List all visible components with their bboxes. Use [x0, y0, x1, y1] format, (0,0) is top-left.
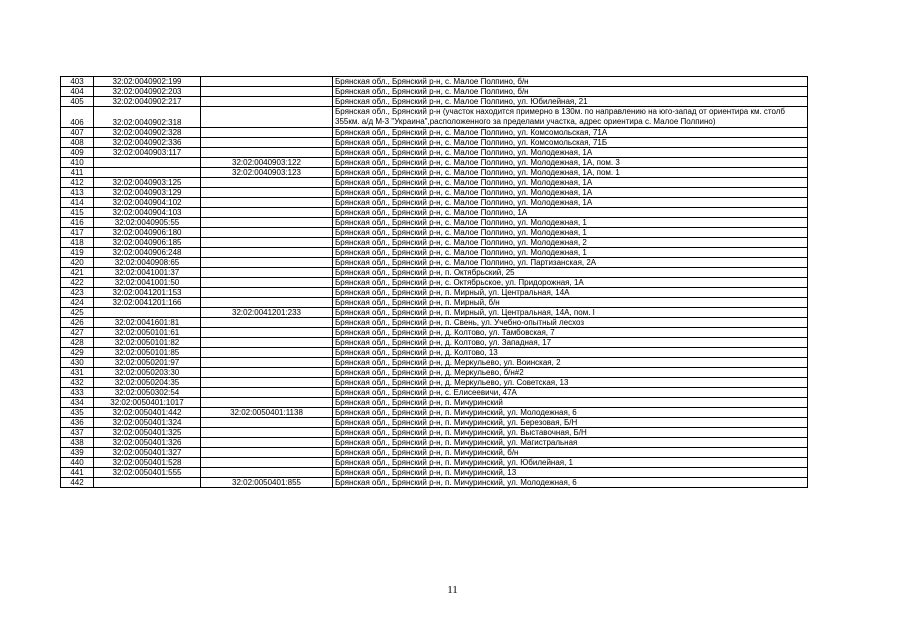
table-row [61, 398, 808, 408]
table-row [61, 328, 808, 338]
address-cell: Брянская обл., Брянский р-н, д. Колтово, 13 [333, 348, 808, 358]
row-number-cell: 421 [61, 268, 94, 278]
object-cadastral-number-cell [201, 97, 333, 107]
table-row [61, 148, 808, 158]
table-row [61, 338, 808, 348]
table-row [61, 468, 808, 478]
table-row [61, 107, 808, 128]
object-cadastral-number-cell [201, 288, 333, 298]
address-cell: Брянская обл., Брянский р-н, с. Октябрьское, ул. Придорожная, 1А [333, 278, 808, 288]
cadastral-number-cell: 32:02:0050401:555 [94, 468, 201, 478]
address-cell: Брянская обл., Брянский р-н, с. Малое Полпино, 1А [333, 208, 808, 218]
cadastral-number-cell: 32:02:0040908:65 [94, 258, 201, 268]
table-row [61, 438, 808, 448]
row-number-cell: 406 [61, 107, 94, 128]
table-row [61, 318, 808, 328]
row-number-cell: 436 [61, 418, 94, 428]
row-number-cell: 411 [61, 168, 94, 178]
row-number-cell: 431 [61, 368, 94, 378]
object-cadastral-number-cell [201, 258, 333, 268]
object-cadastral-number-cell [201, 208, 333, 218]
object-cadastral-number-cell [201, 107, 333, 128]
page-number: 11 [447, 584, 458, 596]
object-cadastral-number-cell [201, 218, 333, 228]
row-number-cell: 438 [61, 438, 94, 448]
cadastral-number-cell: 32:02:0040905:55 [94, 218, 201, 228]
address-cell: Брянская обл., Брянский р-н, с. Малое Полпино, ул. Молодежная, 1А [333, 148, 808, 158]
address-cell: Брянская обл., Брянский р-н, с. Малое Полпино, ул. Юбилейная, 21 [333, 97, 808, 107]
object-cadastral-number-cell: 32:02:0041201:233 [201, 308, 333, 318]
address-cell: Брянская обл., Брянский р-н, д. Меркульево, ул. Советская, 13 [333, 378, 808, 388]
cadastral-number-cell: 32:02:0050101:85 [94, 348, 201, 358]
address-cell: Брянская обл., Брянский р-н, д. Меркульево, ул. Воинская, 2 [333, 358, 808, 368]
table-row [61, 138, 808, 148]
object-cadastral-number-cell [201, 348, 333, 358]
address-cell: Брянская обл., Брянский р-н, с. Малое Полпино, ул. Молодежная, 1 [333, 218, 808, 228]
object-cadastral-number-cell [201, 318, 333, 328]
row-number-cell: 423 [61, 288, 94, 298]
table-row [61, 218, 808, 228]
object-cadastral-number-cell: 32:02:0040903:122 [201, 158, 333, 168]
cadastral-number-cell: 32:02:0040906:248 [94, 248, 201, 258]
cadastral-number-cell [94, 158, 201, 168]
object-cadastral-number-cell [201, 438, 333, 448]
cadastral-number-cell: 32:02:0040902:199 [94, 77, 201, 87]
table-row [61, 248, 808, 258]
address-cell: Брянская обл., Брянский р-н, д. Колтово, ул. Западная, 17 [333, 338, 808, 348]
object-cadastral-number-cell [201, 128, 333, 138]
row-number-cell: 427 [61, 328, 94, 338]
cadastral-number-cell: 32:02:0040904:103 [94, 208, 201, 218]
table-row [61, 238, 808, 248]
table-row [61, 208, 808, 218]
cadastral-number-cell: 32:02:0050401:528 [94, 458, 201, 468]
address-cell: Брянская обл., Брянский р-н, с. Малое Полпино, б/н [333, 77, 808, 87]
object-cadastral-number-cell [201, 338, 333, 348]
row-number-cell: 425 [61, 308, 94, 318]
row-number-cell: 422 [61, 278, 94, 288]
address-cell: Брянская обл., Брянский р-н, п. Мичуринский, ул. Молодежная, 6 [333, 408, 808, 418]
row-number-cell: 440 [61, 458, 94, 468]
row-number-cell: 414 [61, 198, 94, 208]
cadastral-number-cell: 32:02:0041001:50 [94, 278, 201, 288]
row-number-cell: 415 [61, 208, 94, 218]
object-cadastral-number-cell [201, 87, 333, 97]
row-number-cell: 442 [61, 478, 94, 488]
object-cadastral-number-cell [201, 238, 333, 248]
address-cell: Брянская обл., Брянский р-н, п. Мичуринский [333, 398, 808, 408]
row-number-cell: 410 [61, 158, 94, 168]
object-cadastral-number-cell [201, 178, 333, 188]
cadastral-number-cell: 32:02:0040906:180 [94, 228, 201, 238]
cadastral-number-cell: 32:02:0050204:35 [94, 378, 201, 388]
object-cadastral-number-cell [201, 268, 333, 278]
address-cell: Брянская обл., Брянский р-н, п. Мирный, ул. Центральная, 14А, пом. I [333, 308, 808, 318]
row-number-cell: 439 [61, 448, 94, 458]
address-cell: Брянская обл., Брянский р-н (участок находится примерно в 130м. по направлению на юго-запад от ориентира км. столб 355км. а/д М-3 "Украина",расположенного за пределами участка, адрес ориентира с. Малое Полпино) [333, 107, 808, 128]
address-cell: Брянская обл., Брянский р-н, п. Мирный, б/н [333, 298, 808, 308]
row-number-cell: 413 [61, 188, 94, 198]
address-cell: Брянская обл., Брянский р-н, п. Мичуринский, б/н [333, 448, 808, 458]
address-cell: Брянская обл., Брянский р-н, с. Малое Полпино, ул. Молодежная, 1 [333, 228, 808, 238]
table-row [61, 388, 808, 398]
table-row [61, 418, 808, 428]
row-number-cell: 434 [61, 398, 94, 408]
table-row [61, 478, 808, 488]
cadastral-number-cell: 32:02:0040904:102 [94, 198, 201, 208]
address-cell: Брянская обл., Брянский р-н, с. Малое Полпино, б/н [333, 87, 808, 97]
row-number-cell: 435 [61, 408, 94, 418]
row-number-cell: 403 [61, 77, 94, 87]
cadastral-number-cell: 32:02:0041201:153 [94, 288, 201, 298]
address-cell: Брянская обл., Брянский р-н, с. Малое Полпино, ул. Молодежная, 1А, пом. 1 [333, 168, 808, 178]
table-row [61, 378, 808, 388]
cadastral-number-cell: 32:02:0041201:166 [94, 298, 201, 308]
address-cell: Брянская обл., Брянский р-н, с. Елисеевичи, 47А [333, 388, 808, 398]
address-cell: Брянская обл., Брянский р-н, п. Мирный, ул. Центральная, 14А [333, 288, 808, 298]
cadastral-number-cell: 32:02:0040903:129 [94, 188, 201, 198]
table-row [61, 268, 808, 278]
object-cadastral-number-cell [201, 298, 333, 308]
cadastral-number-cell: 32:02:0050401:325 [94, 428, 201, 438]
address-cell: Брянская обл., Брянский р-н, п. Мичуринский, 13 [333, 468, 808, 478]
table-row [61, 128, 808, 138]
row-number-cell: 405 [61, 97, 94, 107]
row-number-cell: 441 [61, 468, 94, 478]
object-cadastral-number-cell [201, 248, 333, 258]
address-cell: Брянская обл., Брянский р-н, п. Мичуринский, ул. Выставочная, Б/Н [333, 428, 808, 438]
cadastral-number-cell: 32:02:0050401:327 [94, 448, 201, 458]
row-number-cell: 408 [61, 138, 94, 148]
object-cadastral-number-cell: 32:02:0040903:123 [201, 168, 333, 178]
cadastral-number-cell: 32:02:0050401:326 [94, 438, 201, 448]
cadastral-number-cell: 32:02:0050401:442 [94, 408, 201, 418]
cadastral-number-cell: 32:02:0040902:336 [94, 138, 201, 148]
cadastral-number-cell: 32:02:0040903:125 [94, 178, 201, 188]
cadastral-number-cell: 32:02:0050201:97 [94, 358, 201, 368]
address-cell: Брянская обл., Брянский р-н, п. Мичуринский, ул. Юбилейная, 1 [333, 458, 808, 468]
table-row [61, 178, 808, 188]
table-row [61, 278, 808, 288]
address-cell: Брянская обл., Брянский р-н, с. Малое Полпино, ул. Молодежная, 2 [333, 238, 808, 248]
row-number-cell: 417 [61, 228, 94, 238]
table-row [61, 158, 808, 168]
address-cell: Брянская обл., Брянский р-н, с. Малое Полпино, ул. Молодежная, 1А [333, 198, 808, 208]
address-cell: Брянская обл., Брянский р-н, с. Малое Полпино, ул. Молодежная, 1 [333, 248, 808, 258]
table-row [61, 308, 808, 318]
cadastral-number-cell [94, 168, 201, 178]
row-number-cell: 419 [61, 248, 94, 258]
object-cadastral-number-cell [201, 328, 333, 338]
row-number-cell: 420 [61, 258, 94, 268]
object-cadastral-number-cell [201, 368, 333, 378]
table-body [61, 77, 808, 488]
table-row [61, 348, 808, 358]
cadastral-number-cell: 32:02:0050203:30 [94, 368, 201, 378]
cadastral-number-cell: 32:02:0040902:203 [94, 87, 201, 97]
table-row [61, 228, 808, 238]
address-cell: Брянская обл., Брянский р-н, с. Малое Полпино, ул. Молодежная, 1А, пом. 3 [333, 158, 808, 168]
row-number-cell: 416 [61, 218, 94, 228]
cadastral-number-cell: 32:02:0040906:185 [94, 238, 201, 248]
table-row [61, 368, 808, 378]
address-cell: Брянская обл., Брянский р-н, с. Малое Полпино, ул. Молодежная, 1А [333, 188, 808, 198]
row-number-cell: 428 [61, 338, 94, 348]
table-row [61, 188, 808, 198]
cadastral-number-cell: 32:02:0040902:217 [94, 97, 201, 107]
cadastral-number-cell: 32:02:0040902:318 [94, 107, 201, 128]
table-row [61, 198, 808, 208]
cadastral-number-cell: 32:02:0050101:61 [94, 328, 201, 338]
object-cadastral-number-cell [201, 278, 333, 288]
table-row [61, 288, 808, 298]
table-row [61, 258, 808, 268]
object-cadastral-number-cell [201, 138, 333, 148]
table-row [61, 77, 808, 87]
object-cadastral-number-cell [201, 378, 333, 388]
row-number-cell: 407 [61, 128, 94, 138]
object-cadastral-number-cell [201, 458, 333, 468]
cadastral-number-cell [94, 308, 201, 318]
table-row [61, 87, 808, 97]
cadastral-number-cell: 32:02:0040903:117 [94, 148, 201, 158]
table-row [61, 168, 808, 178]
object-cadastral-number-cell [201, 398, 333, 408]
row-number-cell: 437 [61, 428, 94, 438]
address-cell: Брянская обл., Брянский р-н, с. Малое Полпино, ул. Молодежная, 1А [333, 178, 808, 188]
cadastral-number-cell: 32:02:0041601:81 [94, 318, 201, 328]
row-number-cell: 432 [61, 378, 94, 388]
cadastral-number-cell: 32:02:0050302:54 [94, 388, 201, 398]
object-cadastral-number-cell [201, 388, 333, 398]
address-cell: Брянская обл., Брянский р-н, д. Колтово, ул. Тамбовская, 7 [333, 328, 808, 338]
address-cell: Брянская обл., Брянский р-н, п. Свень, ул. Учебно-опытный лесхоз [333, 318, 808, 328]
object-cadastral-number-cell [201, 228, 333, 238]
cadastral-table [60, 76, 808, 488]
address-cell: Брянская обл., Брянский р-н, с. Малое Полпино, ул. Партизанская, 2А [333, 258, 808, 268]
address-cell: Брянская обл., Брянский р-н, д. Меркульево, б/н#2 [333, 368, 808, 378]
object-cadastral-number-cell [201, 448, 333, 458]
row-number-cell: 409 [61, 148, 94, 158]
address-cell: Брянская обл., Брянский р-н, п. Мичуринский, ул. Магистральная [333, 438, 808, 448]
cadastral-number-cell: 32:02:0050401:324 [94, 418, 201, 428]
row-number-cell: 429 [61, 348, 94, 358]
row-number-cell: 426 [61, 318, 94, 328]
object-cadastral-number-cell [201, 77, 333, 87]
address-cell: Брянская обл., Брянский р-н, с. Малое Полпино, ул. Комсомольская, 71А [333, 128, 808, 138]
object-cadastral-number-cell [201, 188, 333, 198]
table-row [61, 408, 808, 418]
object-cadastral-number-cell [201, 418, 333, 428]
table-row [61, 428, 808, 438]
object-cadastral-number-cell [201, 358, 333, 368]
row-number-cell: 404 [61, 87, 94, 97]
cadastral-number-cell: 32:02:0040902:328 [94, 128, 201, 138]
row-number-cell: 418 [61, 238, 94, 248]
cadastral-number-cell: 32:02:0041001:37 [94, 268, 201, 278]
object-cadastral-number-cell [201, 428, 333, 438]
object-cadastral-number-cell [201, 198, 333, 208]
row-number-cell: 433 [61, 388, 94, 398]
object-cadastral-number-cell: 32:02:0050401:855 [201, 478, 333, 488]
address-cell: Брянская обл., Брянский р-н, п. Мичуринский, ул. Молодежная, 6 [333, 478, 808, 488]
row-number-cell: 424 [61, 298, 94, 308]
address-cell: Брянская обл., Брянский р-н, с. Малое Полпино, ул. Комсомольская, 71Б [333, 138, 808, 148]
row-number-cell: 412 [61, 178, 94, 188]
cadastral-number-cell: 32:02:0050101:82 [94, 338, 201, 348]
table-row [61, 298, 808, 308]
table-row [61, 97, 808, 107]
cadastral-number-cell [94, 478, 201, 488]
cadastral-number-cell: 32:02:0050401:1017 [94, 398, 201, 408]
table-row [61, 448, 808, 458]
table-row [61, 458, 808, 468]
row-number-cell: 430 [61, 358, 94, 368]
object-cadastral-number-cell: 32:02:0050401:1138 [201, 408, 333, 418]
table-row [61, 358, 808, 368]
object-cadastral-number-cell [201, 148, 333, 158]
object-cadastral-number-cell [201, 468, 333, 478]
address-cell: Брянская обл., Брянский р-н, п. Октябрьский, 25 [333, 268, 808, 278]
address-cell: Брянская обл., Брянский р-н, п. Мичуринский, ул. Березовая, Б/Н [333, 418, 808, 428]
